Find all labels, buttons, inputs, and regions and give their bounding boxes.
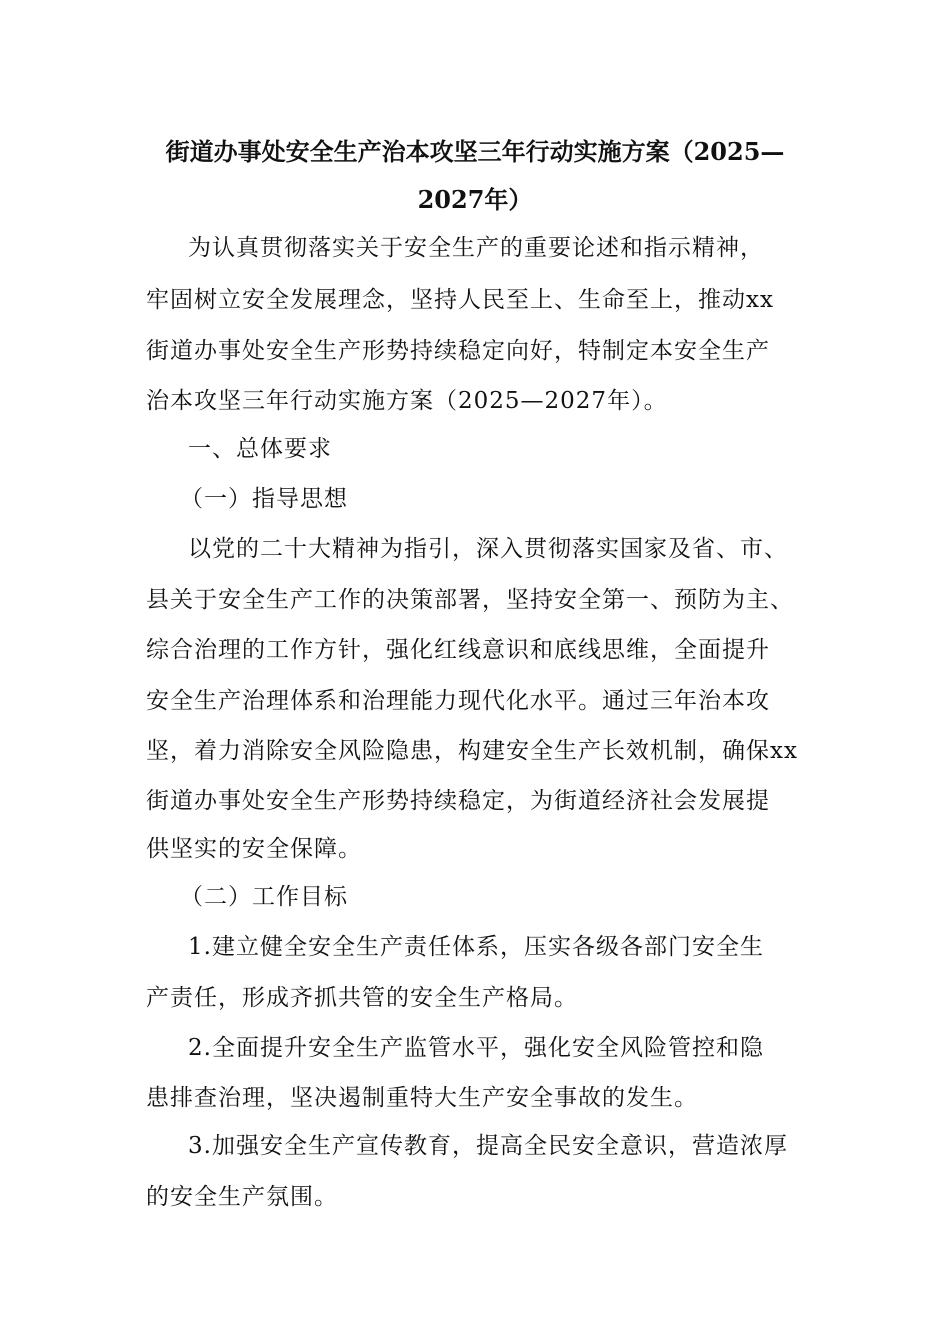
subsection-heading: （一）指导思想: [180, 486, 348, 512]
list-item-line: 1.建立健全安全生产责任体系，压实各级各部门安全生: [188, 934, 764, 960]
paragraph-line: 治本攻坚三年行动实施方案（2025—2027年）。: [146, 388, 668, 414]
paragraph-line: 牢固树立安全发展理念，坚持人民至上、生命至上，推动xx: [146, 287, 774, 313]
list-item-line: 产责任，形成齐抓共管的安全生产格局。: [146, 985, 578, 1011]
document-title-line-1: 街道办事处安全生产治本攻坚三年行动实施方案（2025—: [165, 137, 785, 166]
list-item-line: 2.全面提升安全生产监管水平，强化安全风险管控和隐: [188, 1035, 764, 1061]
list-item-line: 的安全生产氛围。: [146, 1184, 338, 1210]
list-item-line: 患排查治理，坚决遏制重特大生产安全事故的发生。: [146, 1085, 698, 1111]
paragraph-line: 安全生产治理体系和治理能力现代化水平。通过三年治本攻: [146, 688, 770, 714]
document-title-line-2: 2027年）: [417, 185, 533, 214]
section-heading: 一、总体要求: [188, 436, 332, 462]
list-item-line: 3.加强安全生产宣传教育，提高全民安全意识，营造浓厚: [188, 1133, 788, 1159]
paragraph-line: 综合治理的工作方针，强化红线意识和底线思维，全面提升: [146, 637, 770, 663]
paragraph-line: 以党的二十大精神为指引，深入贯彻落实国家及省、市、: [188, 536, 788, 562]
paragraph-line: 坚，着力消除安全风险隐患，构建安全生产长效机制，确保xx: [146, 738, 798, 764]
paragraph-line: 街道办事处安全生产形势持续稳定向好，特制定本安全生产: [146, 338, 770, 364]
paragraph-line: 县关于安全生产工作的决策部署，坚持安全第一、预防为主、: [146, 587, 794, 613]
subsection-heading: （二）工作目标: [180, 884, 348, 910]
paragraph-line: 街道办事处安全生产形势持续稳定，为街道经济社会发展提: [146, 788, 770, 814]
paragraph-line: 为认真贯彻落实关于安全生产的重要论述和指示精神，: [188, 235, 764, 261]
paragraph-line: 供坚实的安全保障。: [146, 836, 362, 862]
